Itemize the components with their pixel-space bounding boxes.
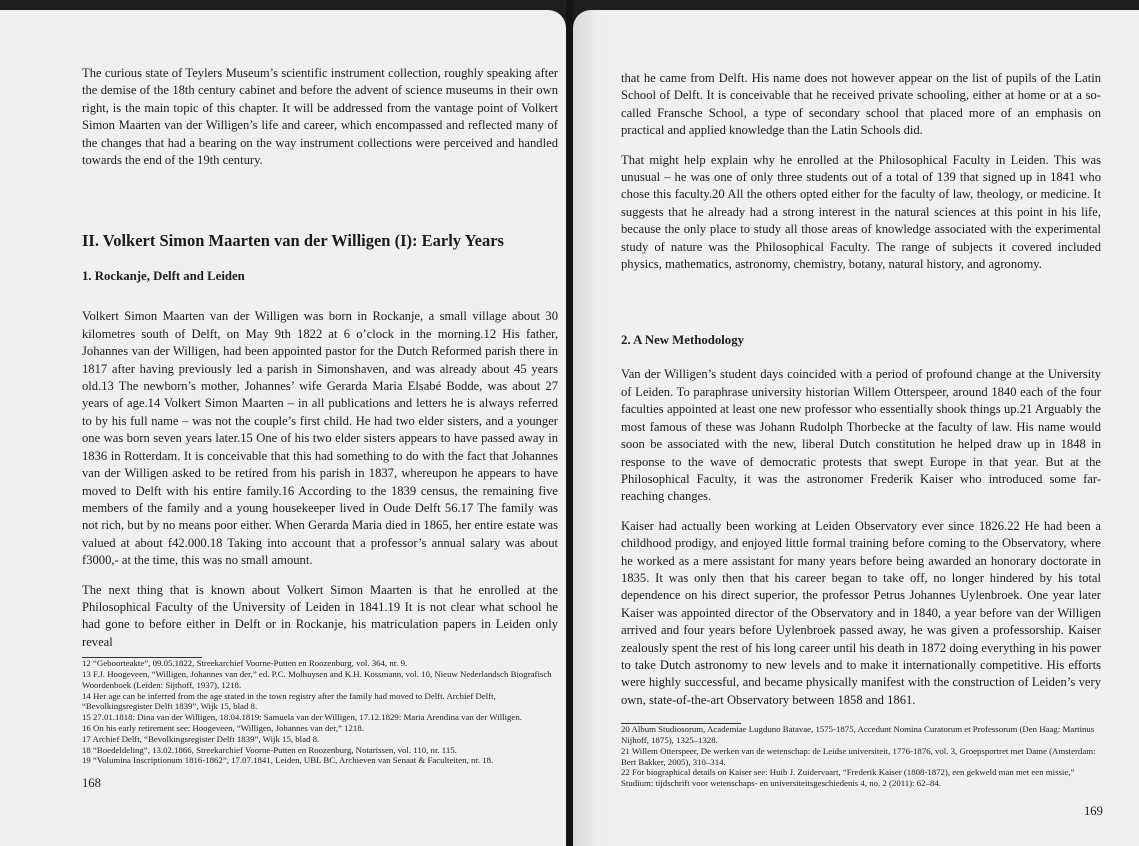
footnote: 12 “Geboorteakte”, 09.05.1822, Streekarchief Voorne-Putten en Roozenburg, vol. 364, nr. 9. [82,658,408,669]
paragraph-birth: Volkert Simon Maarten van der Willigen was born in Rockanje, a small village about 30 kilometres south of Delft, on May 9th 1822 at 6 o’clock in the morning.12 His father, Johannes van der Willigen, had been appointed pastor for the Dutch Reformed parish there in 1817 after having previously led a parish in Simonshaven, and was already about 45 years old.13 The newborn’s mother, Johannes’ wife Gerarda Maria Elsabé Bodde, was about 27 years of age.14 Volkert Simon Maarten – in all publications and letters he is always referred to by his full name – was not the couple’s first child. He had two elder sisters, and a younger one was born seven years later.15 One of his two elder sisters appears to have passed away in 1836 in Rotterdam. It is conceivable that this had something to do with the fact that Johannes van der Willigen asked to be retired from his parish in 1837, whereupon he appears to have moved to Delft with his entire family.16 According to the 1839 census, the remaining five members of the family and a young housekeeper lived in Oude Delft 56.17 The family was not rich, but by no means poor either. When Gerarda Maria died in 1865, her entire estate was valued at about f42.000.18 Taking into account that a professor’s annual salary was about f3000,- at the time, this was no small amount. [82,309,558,568]
intro-paragraph: The curious state of Teylers Museum’s scientific instrument collection, roughly speaking after the demise of the 18th century cabinet and before the advent of science museums in their own right, is the main topic of this chapter. It will be addressed from the vantage point of Volkert Simon Maarten van der Willigen’s life and career, which encompassed and reflected many of the changes that had a bearing on the way instrument collections were perceived and handled towards the end of the 19th century. [82,66,558,168]
paragraph-faculty: That might help explain why he enrolled at the Philosophical Faculty in Leiden. This was unusual – he was one of only three students out of a total of 139 that signed up in 1841 who chose this faculty.20 All the others opted either for the faculty of law, theology, or medicine. It suggests that he already had a strong interest in the natural sciences at this point in his life, because the only place to study all those areas of knowledge associated with the experimental study of nature was the Philosophical Faculty. The range of subjects it covered included physics, mathematics, astronomy, chemistry, botany, natural history, and agronomy. [621,152,1101,272]
paragraph-kaiser: Kaiser had actually been working at Leiden Observatory ever since 1826.22 He had been a childhood prodigy, and enjoyed little formal training before coming to the Observatory, where he worked as a mere assistant for many years before being awarded an honorary doctorate in 1835. It was only then that his career began to take off, no longer hindered by his total dependence on his direct superior, the professor Petrus Johannes Uylenbroek. One year later Kaiser was appointed director of the Observatory and in 1840, a year before van der Willigen arrived and four years before Uylenbroek passed away, he was given a professorship. Kaiser zealously spent the rest of his long career until his death in 1872 doing everything in his power to take Dutch astronomy to new levels and to make it internationally competitive. His efforts were highly successful, and became physically manifest with the construction of Leiden’s very own, state-of-the-art Observatory between 1858 and 1861. [621,518,1101,707]
footnote: 13 F.J. Hoogeveen, “Willigen, Johannes van der,” ed. P.C. Molhuysen and K.H. Kossmann, vol. 10, Nieuw Nederlandsch Biografisch Woordenboek (Leiden: Sijthoff, 1937), 1218. [82,668,552,690]
footnote: 19 “Volumina Inscriptionum 1816-1862”, 17.07.1841, Leiden, UBL BC, Archieven van Senaat & Faculteiten, nr. 18. [82,755,494,766]
footnote: 21 Willem Otterspeer, De werken van de wetenschap: de Leidse universiteit, 1776-1876, vol. 3, Groepsportret met Dame (Amsterdam: Bert Bakker, 2005), 310–314. [621,745,1096,767]
section-heading: II. Volkert Simon Maarten van der Willigen (I): Early Years [82,231,504,251]
footnote: 17 Archief Delft, “Bevolkingsregister Delft 1839”, Wijk 15, blad 8. [82,733,320,744]
paragraph-enrolment: The next thing that is known about Volkert Simon Maarten is that he enrolled at the Philosophical Faculty of the University of Leiden in 1841.19 It is not clear what school he had gone to before either in Delft or in Rockanje, his matriculation papers in Leiden only reveal [82,582,558,649]
footnote: 15 27.01.1818: Dina van der Willigen, 18.04.1819: Samuela van der Willigen, 17.12.1829: Maria Arendina van der Willigen. [82,712,522,723]
book-gutter [566,0,573,846]
footnote: 22 For biographical details on Kaiser see: Huib J. Zuidervaart, “Frederik Kaiser (1808-1872), een gekweld man met een missie,” Studium: tijdschrift voor wetenschaps- en universiteitsgeschiedenis 4, no. 2 (2011): 62–84. [621,767,1075,789]
footnote: 20 Album Studiosorum, Academiae Lugduno Batavae, 1575-1875, Accedunt Nomina Curatorum et Professorum (Den Haag: Martinus Nijhoff, 1875), 1325–1328. [621,724,1095,745]
footnotes-left [82,658,558,766]
subsection-heading-1: 1. Rockanje, Delft and Leiden [82,269,245,284]
left-text-column [82,65,558,766]
footnote: 16 On his early retirement see: Hoogeveen, “Willigen, Johannes van der,” 1218. [82,722,364,733]
page-number-left: 168 [82,776,101,790]
footnote: 18 “Boedeldeling”, 13.02.1866, Streekarchief Voorne-Putten en Roozenburg, Notarissen, vol. 110, nr. 115. [82,744,457,755]
footnotes-right [621,724,1101,789]
subsection-heading-2: 2. A New Methodology [621,333,744,348]
page-number-right: 169 [1084,804,1103,818]
footnote: 14 Her age can be inferred from the age stated in the town registry after the family had moved to Delft. Archief Delft, “Bevolkingsregister Delft 1839”, Wijk 15, blad 8. [82,690,496,712]
right-page [573,10,1139,846]
paragraph-schooling: that he came from Delft. His name does not however appear on the list of pupils of the Latin School of Delft. It is conceivable that he received private schooling, either at home or at a so-called Fransche School, a type of secondary school that placed more of an emphasis on practical and applied knowledge than the Latin Schools did. [621,71,1101,138]
paragraph-methodology: Van der Willigen’s student days coincided with a period of profound change at the University of Leiden. To paraphrase university historian Willem Otterspeer, around 1840 each of the four faculties appointed at least one new professor who essentially shook things up.21 Arguably the most famous of these was Johann Rudolph Thorbecke at the faculty of law. His name would soon be associated with the new, liberal Dutch constitution he helped draw up in 1848 in response to the wave of democratic protests that swept Europe in that year. But at the Philosophical Faculty, it was the astronomer Frederik Kaiser who introduced some far-reaching changes. [621,367,1101,504]
right-text-column [621,70,1101,789]
left-page [0,10,566,846]
